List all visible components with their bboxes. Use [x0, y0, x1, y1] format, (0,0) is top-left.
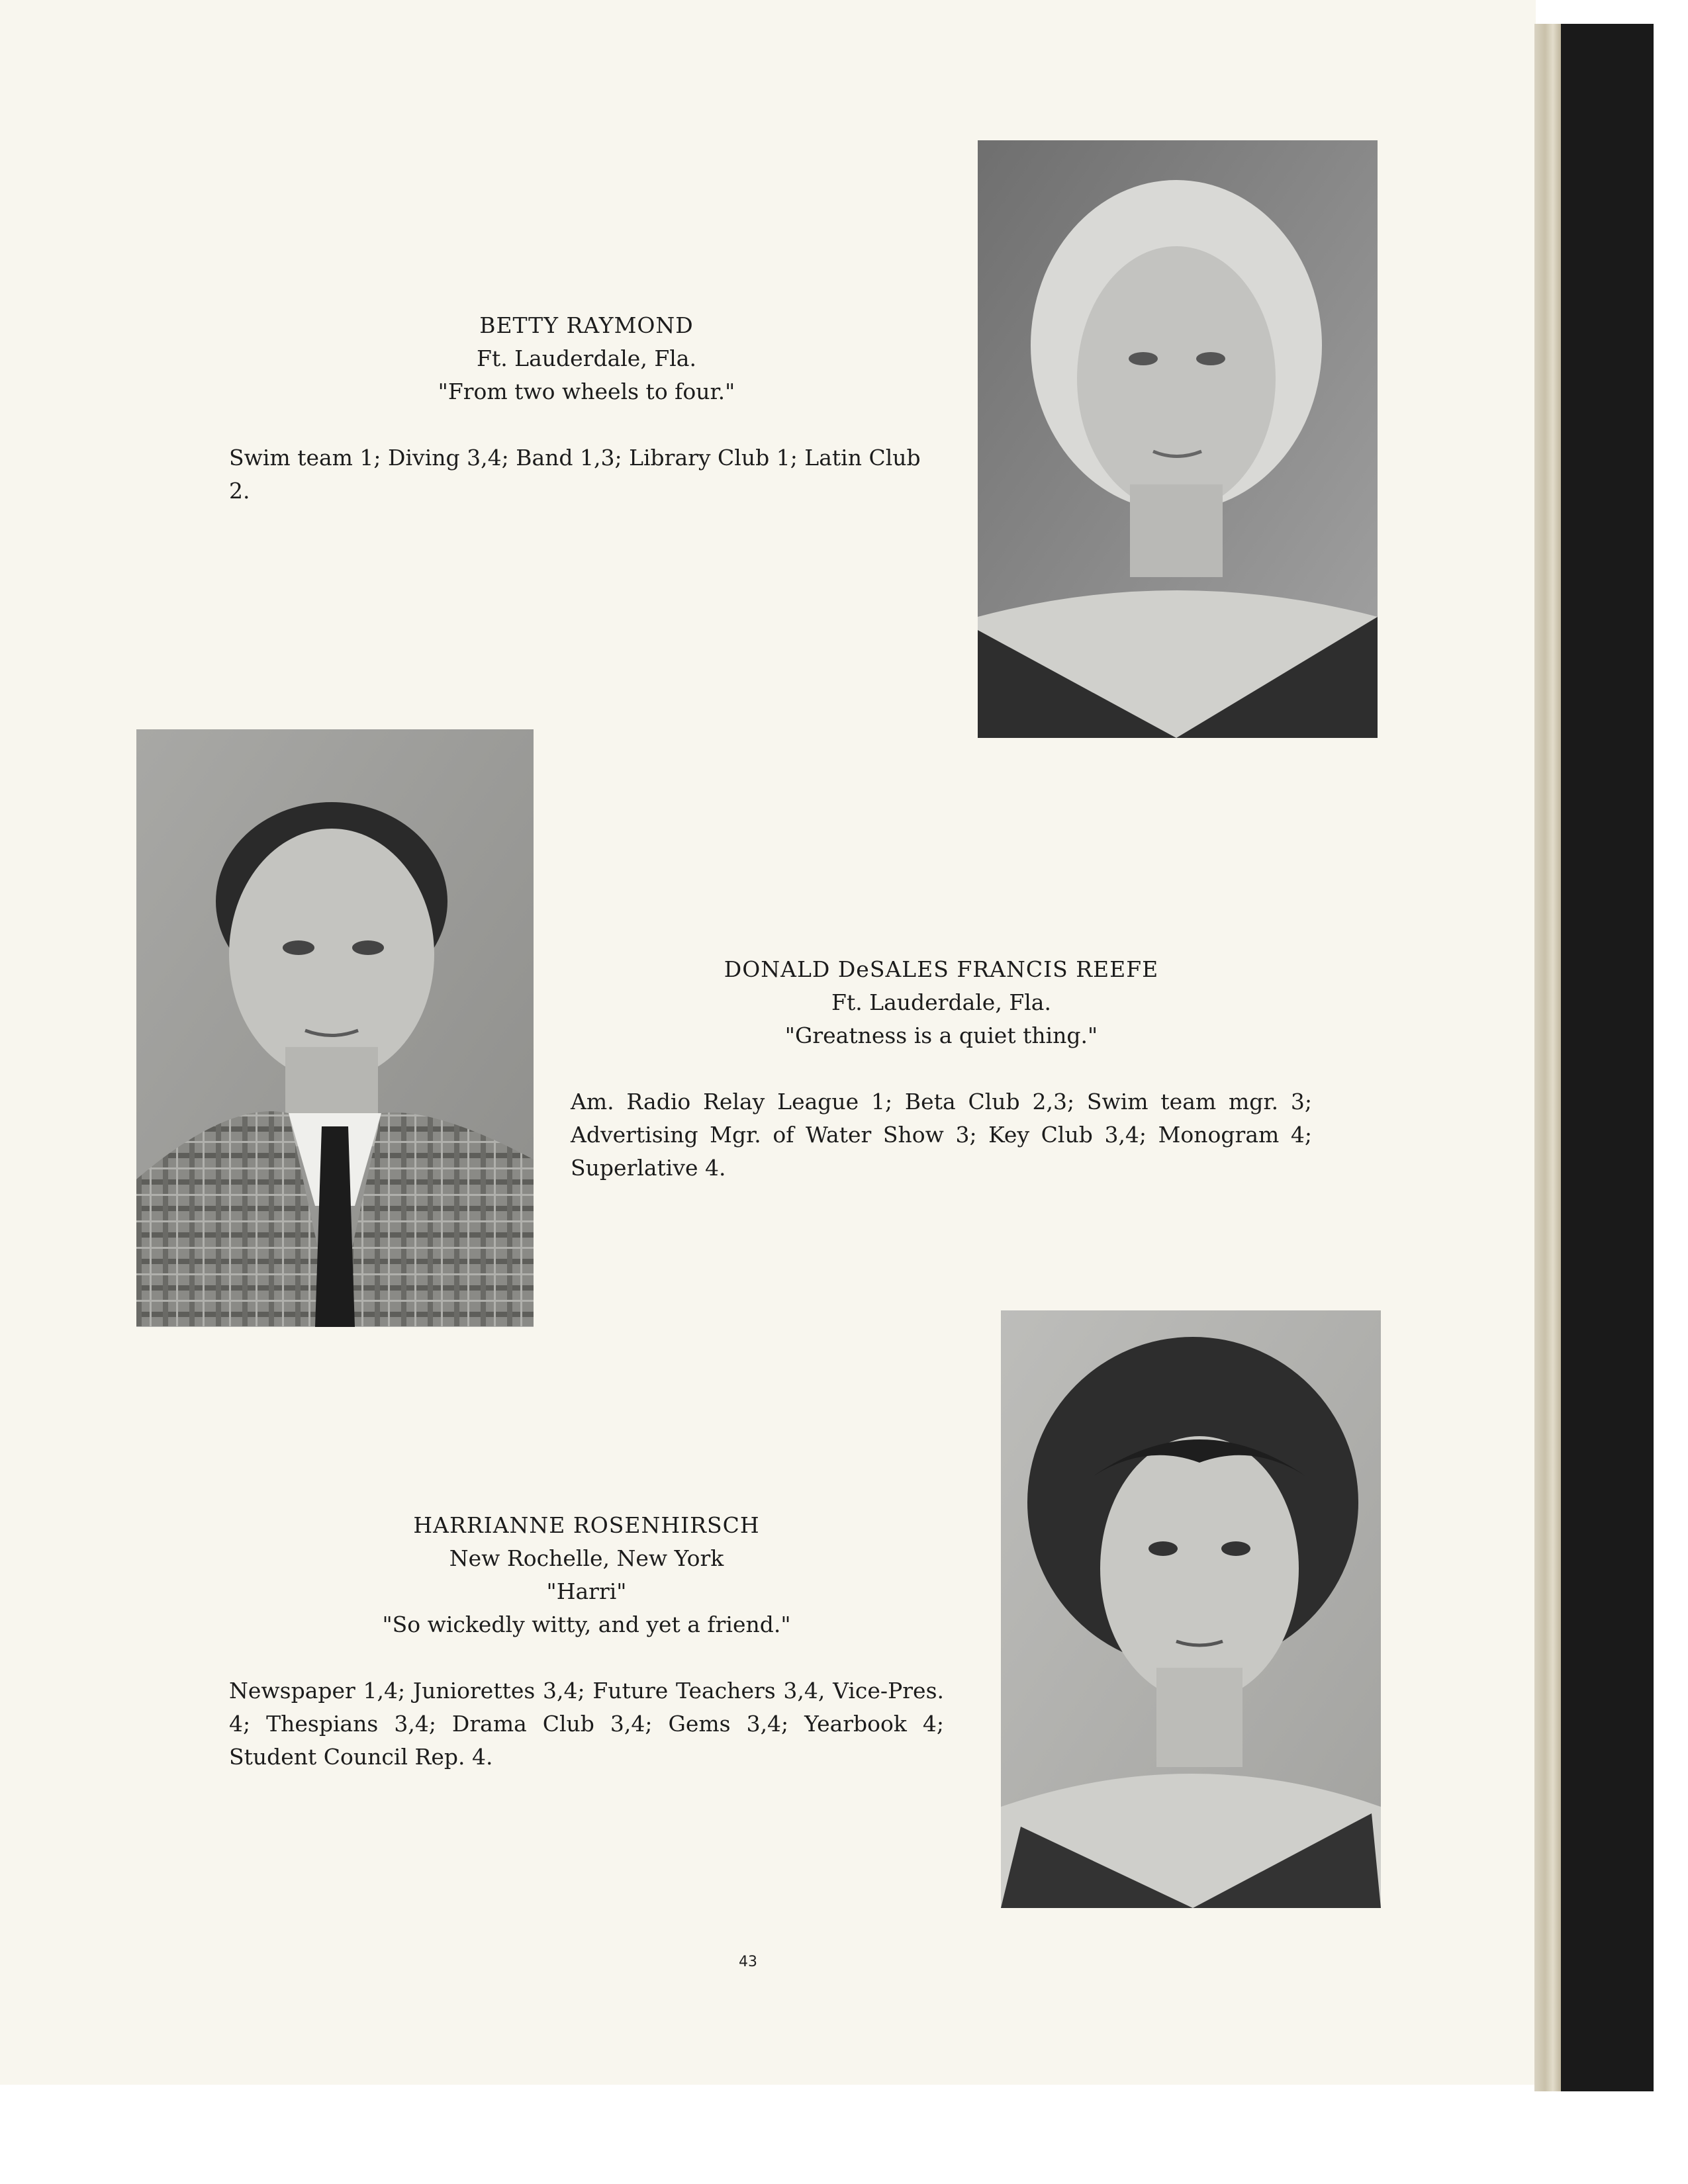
student-quote: "So wickedly witty, and yet a friend." [382, 1612, 791, 1637]
student-entry-donald-reefe [571, 953, 1312, 1185]
student-activities: Am. Radio Relay League 1; Beta Club 2,3; Swim team mgr. 3; Advertising Mgr. of Water Show 3; Key Club 3,4; Monogram 4; Superlative 4. [571, 1089, 1312, 1181]
student-name: DONALD DeSALES FRANCIS REEFE [724, 956, 1159, 982]
portrait-photo-donald-reefe [136, 729, 534, 1327]
portrait-photo-harrianne-rosenhirsch [1001, 1310, 1381, 1908]
student-activities: Swim team 1; Diving 3,4; Band 1,3; Library Club 1; Latin Club 2. [229, 445, 921, 504]
student-hometown: Ft. Lauderdale, Fla. [477, 345, 696, 371]
student-quote: "From two wheels to four." [438, 379, 735, 404]
student-hometown: New Rochelle, New York [449, 1545, 724, 1571]
student-hometown: Ft. Lauderdale, Fla. [831, 989, 1051, 1015]
student-activities: Newspaper 1,4; Juniorettes 3,4; Future Teachers 3,4, Vice-Pres. 4; Thespians 3,4; Drama Club 3,4; Gems 3,4; Yearbook 4; Student Council Rep. 4. [229, 1678, 944, 1770]
page-number: 43 [739, 1954, 757, 1970]
page-binding [1534, 24, 1561, 2091]
portrait-photo-betty-raymond [978, 140, 1378, 738]
student-entry-betty-raymond [229, 309, 944, 508]
student-nickname: "Harri" [546, 1578, 627, 1604]
student-entry-harrianne-rosenhirsch [229, 1509, 944, 1774]
book-spine [1561, 24, 1654, 2091]
student-quote: "Greatness is a quiet thing." [784, 1023, 1098, 1048]
student-name: BETTY RAYMOND [479, 312, 694, 338]
student-name: HARRIANNE ROSENHIRSCH [413, 1512, 760, 1538]
